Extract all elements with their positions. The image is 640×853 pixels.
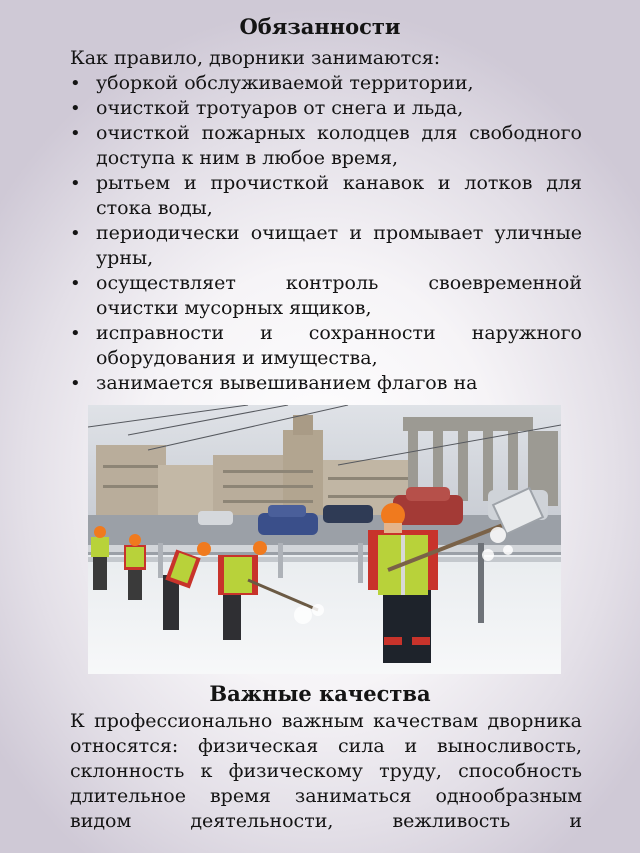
bullet-icon: • <box>70 73 81 94</box>
duty-text: периодически очищает и промывает уличные урны, <box>96 222 582 269</box>
snow-clearing-photo <box>88 405 561 674</box>
bullet-icon: • <box>70 373 81 394</box>
duty-item <box>70 271 582 321</box>
qualities-heading: Важные качества <box>209 681 431 706</box>
duty-text: уборкой обслуживаемой территории, <box>96 72 474 94</box>
bullet-icon: • <box>70 123 81 144</box>
duty-item <box>70 96 582 121</box>
duty-text: рытьем и прочисткой канавок и лотков для стока воды, <box>96 172 582 219</box>
duty-text: занимается вывешиванием флагов на <box>96 372 478 394</box>
duty-item <box>70 321 582 371</box>
duty-item <box>70 71 582 96</box>
duty-text: очисткой пожарных колодцев для свободного доступа к ним в любое время, <box>96 122 582 169</box>
bullet-icon: • <box>70 223 81 244</box>
duties-intro: Как правило, дворники занимаются: <box>70 47 441 69</box>
duty-item <box>70 121 582 171</box>
bullet-icon: • <box>70 98 81 119</box>
duty-text: осуществляет контроль своевременной очистки мусорных ящиков, <box>96 272 582 319</box>
duty-text: исправности и сохранности наружного оборудования и имущества, <box>96 322 582 369</box>
duties-list <box>70 71 582 405</box>
duty-item <box>70 371 582 396</box>
bullet-icon: • <box>70 173 81 194</box>
duty-item <box>70 171 582 221</box>
duties-heading: Обязанности <box>239 14 401 39</box>
duty-text: очисткой тротуаров от снега и льда, <box>96 97 464 119</box>
bullet-icon: • <box>70 273 81 294</box>
qualities-text: К профессионально важным качествам дворника относятся: физическая сила и выносливость, склонность к физическому труду, способность длительное время заниматься однообразным видом деятельности, вежливость и <box>70 710 582 832</box>
duty-item <box>70 221 582 271</box>
bullet-icon: • <box>70 323 81 344</box>
